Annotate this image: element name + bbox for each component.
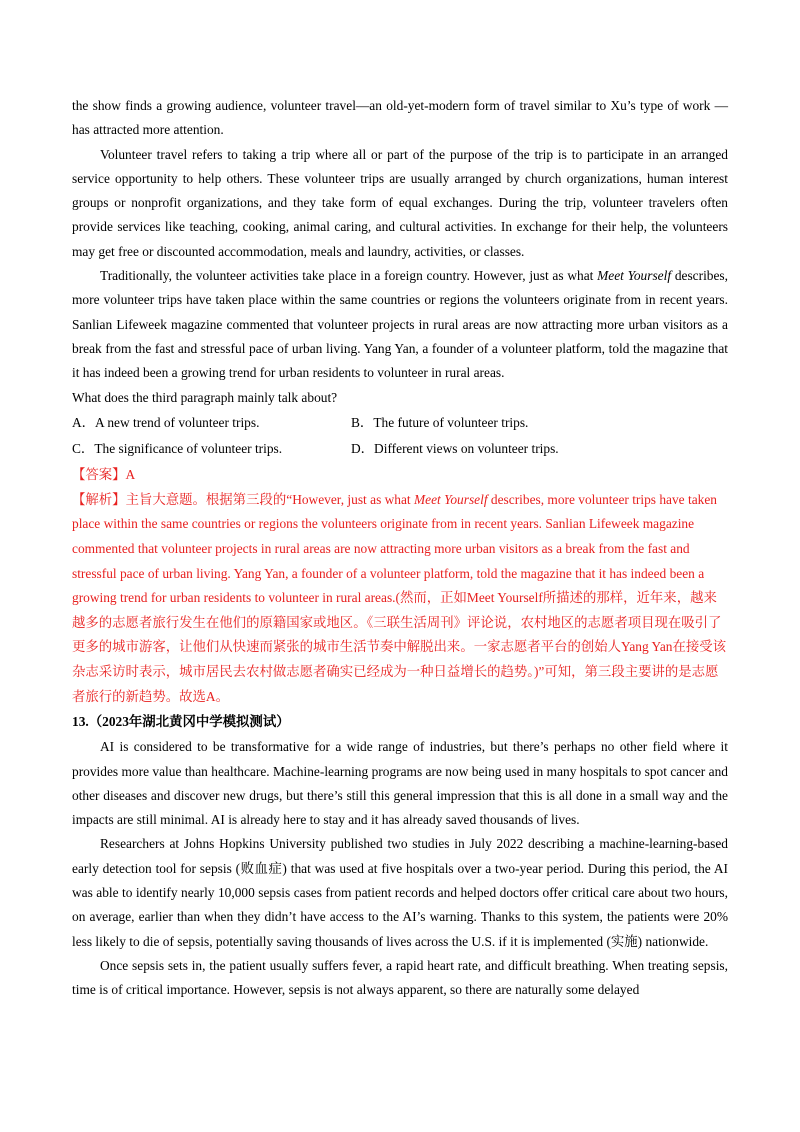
passage-paragraph-3-part-a: Traditionally, the volunteer activities take place in a foreign country. However, just as what <box>100 268 598 284</box>
section13-paragraph-1: AI is considered to be transformative for a wide range of industries, but there’s perhaps no other field where it provides more value than healthcare. Machine-learning programs are now being used in many hospitals to spot cancer and other diseases and discover new drugs, but there’s still this general impression that this is all done in a small way and the impacts are still minimal. AI is already here to stay and it has already saved thousands of lives. <box>72 739 728 828</box>
explanation-label: 【解析】 <box>72 491 126 507</box>
answer-label: 【答案】A <box>72 466 136 482</box>
passage-paragraph-3-title: Meet Yourself <box>597 268 672 284</box>
passage-paragraph-3 <box>72 264 728 385</box>
option-d: D．Different views on volunteer trips. <box>351 440 559 456</box>
section13-paragraph-3: Once sepsis sets in, the patient usually suffers fever, a rapid heart rate, and difficult breathing. When treating sepsis, time is of critical importance. However, sepsis is not always apparent, so there are naturally some delayed <box>72 957 728 998</box>
passage-paragraph-2: Volunteer travel refers to taking a trip where all or part of the purpose of the trip is to participate in an arranged service opportunity to help others. These volunteer trips are usually arranged by church organizations, human interest groups or nonprofit organizations, and they take form of equal exchanges. During the trip, volunteer travelers often provide services like teaching, cooking, animal caring, and cultural activities. In exchange for their help, the volunteers may get free or discounted accommodation, meals and laundry, activities, or classes. <box>72 146 728 259</box>
passage-paragraph-1: the show finds a growing audience, volunteer travel—an old-yet-modern form of travel similar to Xu’s type of work — has attracted more attention. <box>72 98 728 138</box>
document-page <box>72 94 728 1002</box>
question-stem: What does the third paragraph mainly talk about? <box>72 389 338 405</box>
option-c: C．The significance of volunteer trips. <box>72 440 283 456</box>
explanation <box>72 488 728 709</box>
option-a: A．A new trend of volunteer trips. <box>72 414 260 430</box>
explanation-title: Meet Yourself <box>414 491 488 507</box>
option-b: B．The future of volunteer trips. <box>351 414 529 430</box>
section13-paragraph-2: Researchers at Johns Hopkins University published two studies in July 2022 describing a machine-learning-based early detection tool for sepsis (败血症) that was used at five hospitals over a two-year period. During this period, the AI was able to identify nearly 10,000 sepsis cases from patient records and helped doctors offer critical care about two hours, on average, earlier than when they didn’t have access to the AI’s warning. Thanks to this system, the patients were 20% less likely to die of sepsis, potentially saving thousands of lives across the U.S. if it is implemented (实施) nationwide. <box>72 836 728 949</box>
explanation-part-a: 主旨大意题。根据第三段的“However, just as what <box>125 491 415 507</box>
question-options <box>72 410 728 462</box>
passage-paragraph-3-part-b: describes, more volunteer trips have taken place within the same countries or regions the volunteers originate from in recent years. Sanlian Lifeweek magazine commented that volunteer projects in rural areas are now attracting more urban visitors as a break from the fast and stressful pace of urban living. Yang Yan, a founder of a volunteer platform, told the magazine that it has indeed been a growing trend for urban residents to volunteer in rural areas. <box>72 268 728 381</box>
explanation-part-b: describes, more volunteer trips have taken place within the same countries or regions the volunteers originate from in recent years. Sanlian Lifeweek magazine commented that volunteer projects in rural areas are now attracting more urban visitors as a break from the fast and stressful pace of urban living. Yang Yan, a founder of a volunteer platform, told the magazine that it has indeed been a growing trend for urban residents to volunteer in rural areas.(然而，正如Meet Yourself所描述的那样，近年来，越来越多的志愿者旅行发生在他们的原籍国家或地区。《三联生活周刊》评论说，农村地区的志愿者项目现在吸引了更多的城市游客，让他们从快速而紧张的城市生活节奏中解脱出来。一家志愿者平台的创始人Yang Yan在接受该杂志采访时表示，城市居民去农村做志愿者确实已经成为一种日益增长的趋势。)”可知，第三段主要讲的是志愿者旅行的新趋势。故选A。 <box>72 491 727 704</box>
question-13-heading: 13.（2023年湖北黄冈中学模拟测试） <box>72 714 290 730</box>
